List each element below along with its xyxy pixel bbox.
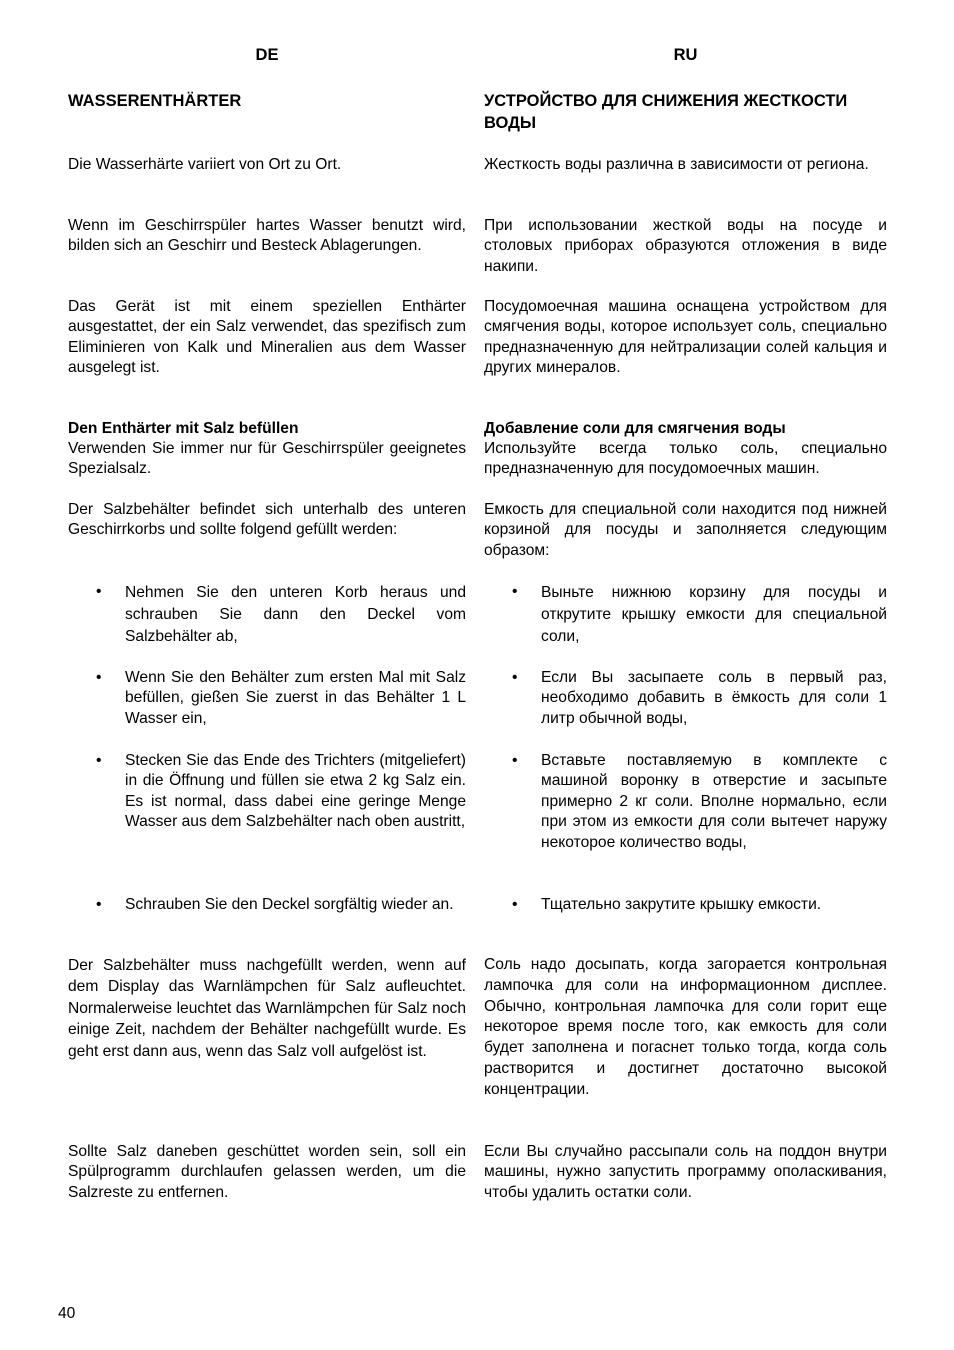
bullet-icon: •	[512, 896, 518, 913]
subtitle-fill-salt-de: Den Enthärter mit Salz befüllen	[68, 420, 299, 437]
paragraph-salt-container-de: Der Salzbehälter befindet sich unterhalb des unteren Geschirrkorbs und sollte folgend gefüllt werden:	[68, 501, 466, 539]
language-heading-ru: RU	[673, 46, 698, 64]
list-item	[68, 751, 466, 833]
russian-column	[484, 0, 887, 1350]
german-column	[68, 0, 466, 1350]
paragraph-water-hardness-de: Die Wasserhärte variiert von Ort zu Ort.	[68, 156, 342, 173]
list-item	[68, 668, 466, 729]
paragraph-softener-ru: Посудомоечная машина оснащена устройством для смягчения воды, которое использует соль, специально предназначенную для нейтрализации солей кальция и других минералов.	[484, 298, 887, 377]
bullet-icon: •	[512, 583, 518, 600]
section-title-de: WASSERENTHÄRTER	[68, 92, 242, 110]
list-item-text: Тщательно закрутите крышку емкости.	[541, 896, 822, 913]
paragraph-hard-water-de: Wenn im Geschirrspüler hartes Wasser benutzt wird, bilden sich an Geschirr und Besteck Ablagerungen.	[68, 217, 466, 255]
bullet-icon: •	[96, 896, 102, 913]
list-item	[484, 582, 887, 648]
section-title-ru: УСТРОЙСТВО ДЛЯ СНИЖЕНИЯ ЖЕСТКОСТИ ВОДЫ	[484, 92, 848, 132]
paragraph-salt-container-ru: Емкость для специальной соли находится под нижней корзиной для посуды и заполняется следующим образом:	[484, 501, 887, 559]
paragraph-spilled-salt-de: Sollte Salz daneben geschüttet worden sein, soll ein Spülprogramm durchlaufen gelassen werden, um die Salzreste zu entfernen.	[68, 1143, 466, 1201]
list-item-text: Wenn Sie den Behälter zum ersten Mal mit Salz befüllen, gießen Sie zuerst in das Behälter 1 L Wasser ein,	[125, 669, 466, 727]
paragraph-water-hardness-ru: Жесткость воды различна в зависимости от региона.	[484, 156, 869, 173]
subtitle-fill-salt-ru: Добавление соли для смягчения воды	[484, 420, 786, 437]
bullet-icon: •	[512, 669, 518, 686]
bullet-icon: •	[96, 752, 102, 769]
paragraph-hard-water-ru: При использовании жесткой воды на посуде и столовых приборах образуются отложения в виде накипи.	[484, 217, 887, 275]
language-heading-de: DE	[255, 46, 279, 64]
list-item-text: Если Вы засыпаете соль в первый раз, необходимо добавить в ёмкость для соли 1 литр обычной воды,	[541, 669, 887, 727]
list-item	[68, 582, 466, 648]
bullet-icon: •	[96, 583, 102, 600]
paragraph-refill-de: Der Salzbehälter muss nachgefüllt werden, wenn auf dem Display das Warnlämpchen für Salz aufleuchtet. Normalerweise leuchtet das Warnlämpchen für Salz noch einige Zeit, nachdem der Behälter nachgefüllt wurde. Es geht erst dann aus, wenn das Salz voll aufgelöst ist.	[68, 957, 466, 1060]
list-item	[484, 895, 887, 915]
list-item-text: Выньте нижнюю корзину для посуды и открутите крышку емкости для специальной соли,	[541, 584, 887, 645]
list-item-text: Stecken Sie das Ende des Trichters (mitgeliefert) in die Öffnung und füllen sie etwa 2 kg Salz ein. Es ist normal, dass dabei eine geringe Menge Wasser aus dem Salzbehälter nach oben austritt,	[125, 752, 466, 831]
list-item	[68, 895, 466, 915]
paragraph-softener-de: Das Gerät ist mit einem speziellen Enthärter ausgestattet, der ein Salz verwendet, das spezifisch zum Eliminieren von Kalk und Mineralien aus dem Wasser ausgelegt ist.	[68, 298, 466, 377]
bullet-icon: •	[96, 669, 102, 686]
paragraph-spilled-salt-ru: Если Вы случайно рассыпали соль на поддон внутри машины, нужно запустить программу ополаскивания, чтобы удалить остатки соли.	[484, 1143, 887, 1201]
bullet-icon: •	[512, 752, 518, 769]
list-item-text: Schrauben Sie den Deckel sorgfältig wieder an.	[125, 896, 454, 913]
paragraph-special-salt-de: Verwenden Sie immer nur für Geschirrspüler geeignetes Spezialsalz.	[68, 440, 466, 478]
list-item	[484, 751, 887, 853]
page-number: 40	[58, 1305, 76, 1322]
list-item-text: Вставьте поставляемую в комплекте с машиной воронку в отверстие и засыпьте примерно 2 кг соли. Вполне нормально, если при этом из емкости для соли вытечет наружу некоторое количество воды,	[541, 752, 887, 851]
paragraph-special-salt-ru: Используйте всегда только соль, специально предназначенную для посудомоечных машин.	[484, 440, 887, 478]
list-item-text: Nehmen Sie den unteren Korb heraus und schrauben Sie dann den Deckel vom Salzbehälter ab,	[125, 584, 466, 645]
list-item	[484, 668, 887, 729]
paragraph-refill-ru: Соль надо досыпать, когда загорается контрольная лампочка для соли на информационном дисплее. Обычно, контрольная лампочка для соли горит еще некоторое время после того, как емкость для соли будет заполнена и погаснет только тогда, когда соль растворится и достигнет достаточно высокой концентрации.	[484, 956, 887, 1098]
